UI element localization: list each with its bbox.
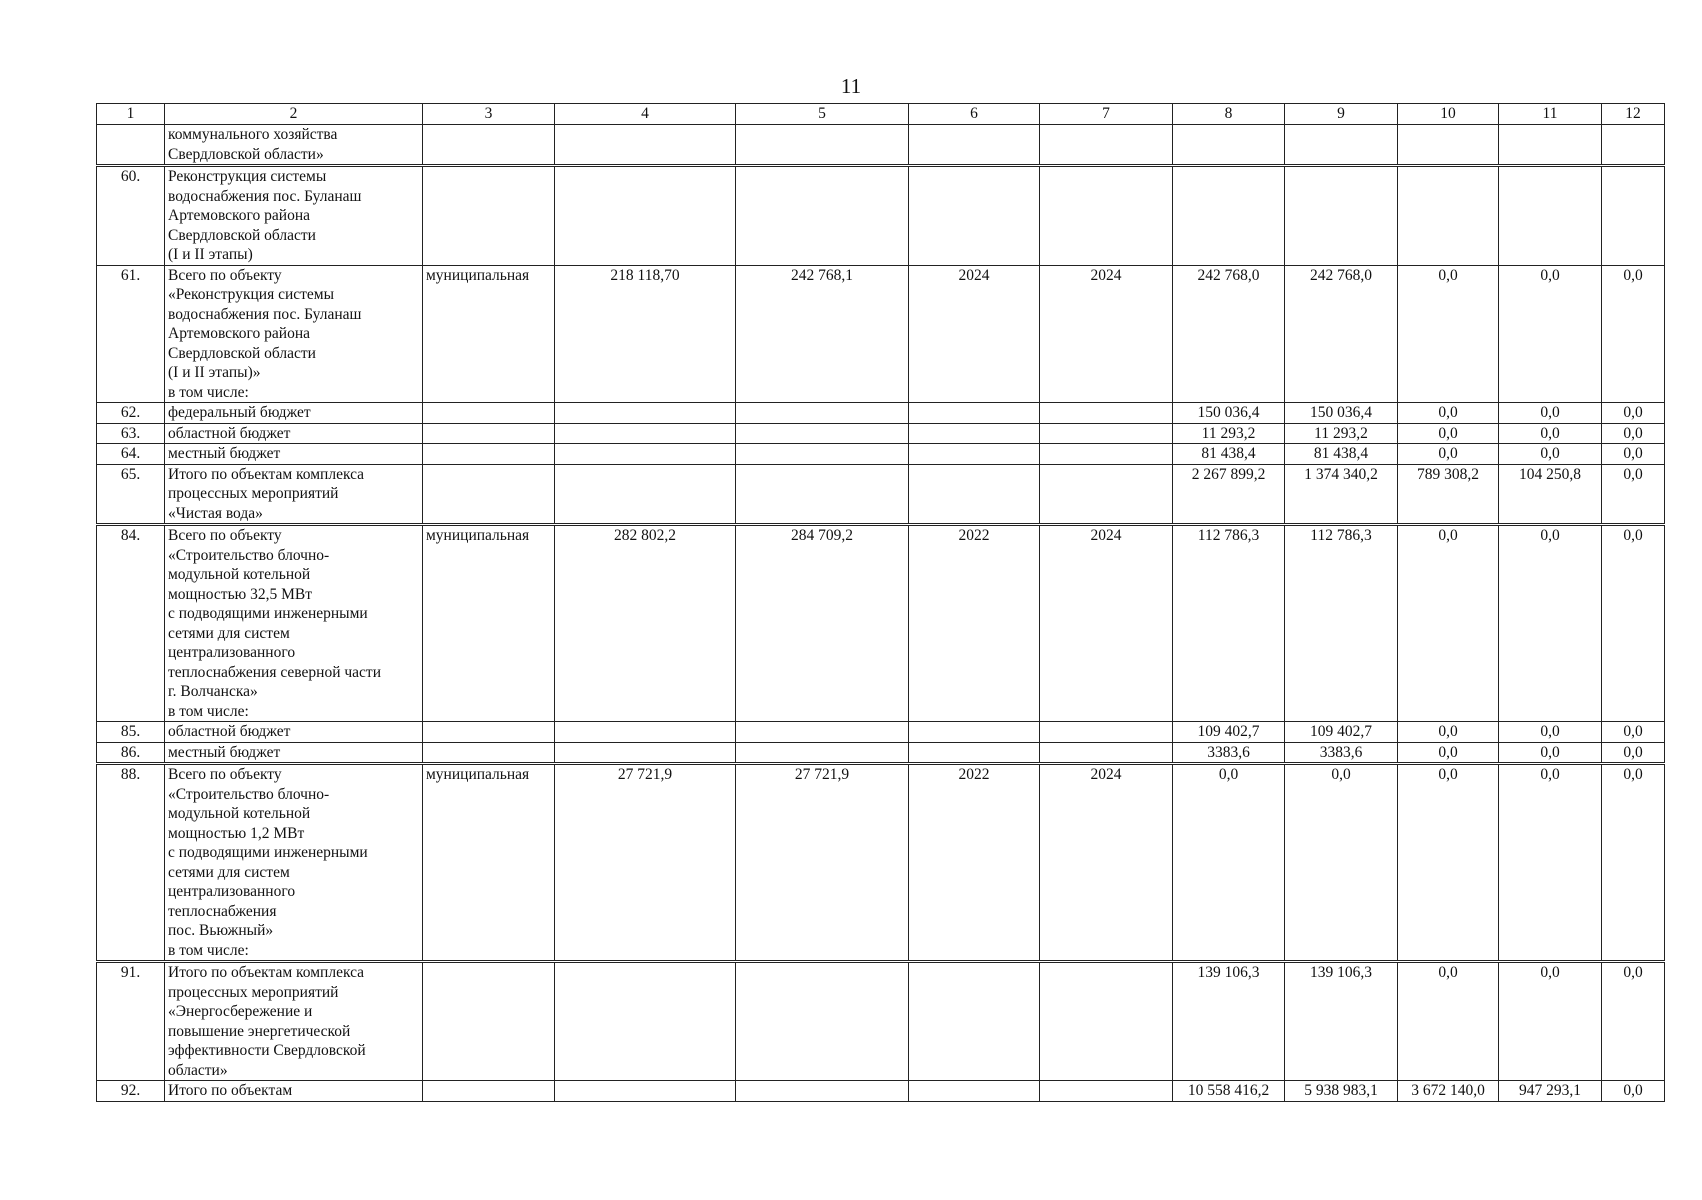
value-cell-c6: 2024 [909, 265, 1040, 403]
row-name: местный бюджет [165, 742, 423, 764]
value-cell-c11: 0,0 [1499, 444, 1602, 465]
value-cell-c12 [1602, 166, 1665, 266]
value-cell-c11 [1499, 125, 1602, 166]
value-cell-c4 [555, 722, 736, 743]
value-cell-c10: 0,0 [1398, 742, 1499, 764]
value-cell-c9: 139 106,3 [1285, 962, 1398, 1081]
ownership-cell [423, 125, 555, 166]
value-cell-c10: 0,0 [1398, 764, 1499, 962]
table-row [97, 125, 1665, 166]
value-cell-c6 [909, 166, 1040, 266]
row-number: 86. [97, 742, 165, 764]
value-cell-c11: 0,0 [1499, 764, 1602, 962]
ownership-cell [423, 423, 555, 444]
column-header: 3 [423, 104, 555, 125]
row-number: 60. [97, 166, 165, 266]
table-row [97, 265, 1665, 403]
value-cell-c5 [736, 1081, 909, 1102]
table-row [97, 722, 1665, 743]
value-cell-c4 [555, 464, 736, 525]
value-cell-c12: 0,0 [1602, 464, 1665, 525]
row-number: 64. [97, 444, 165, 465]
row-name: Всего по объекту «Строительство блочно- модульной котельной мощностью 32,5 МВт с подводящими инженерными сетями для систем централизованного теплоснабжения северной части г. Волчанска» в том числе: [165, 525, 423, 722]
value-cell-c6 [909, 464, 1040, 525]
value-cell-c7 [1040, 125, 1173, 166]
value-cell-c7 [1040, 722, 1173, 743]
row-number [97, 125, 165, 166]
column-header: 5 [736, 104, 909, 125]
value-cell-c10: 3 672 140,0 [1398, 1081, 1499, 1102]
value-cell-c9: 5 938 983,1 [1285, 1081, 1398, 1102]
value-cell-c4 [555, 742, 736, 764]
value-cell-c4 [555, 444, 736, 465]
value-cell-c8 [1173, 125, 1285, 166]
value-cell-c9: 3383,6 [1285, 742, 1398, 764]
value-cell-c4: 27 721,9 [555, 764, 736, 962]
investment-objects-table [96, 103, 1665, 1102]
ownership-cell [423, 1081, 555, 1102]
value-cell-c5 [736, 962, 909, 1081]
column-header: 8 [1173, 104, 1285, 125]
column-number-row [97, 104, 1665, 125]
value-cell-c12: 0,0 [1602, 525, 1665, 722]
value-cell-c5 [736, 444, 909, 465]
value-cell-c8: 11 293,2 [1173, 423, 1285, 444]
value-cell-c8: 139 106,3 [1173, 962, 1285, 1081]
value-cell-c9: 11 293,2 [1285, 423, 1398, 444]
value-cell-c9: 81 438,4 [1285, 444, 1398, 465]
value-cell-c8: 109 402,7 [1173, 722, 1285, 743]
row-name: областной бюджет [165, 722, 423, 743]
column-header: 10 [1398, 104, 1499, 125]
table-row [97, 423, 1665, 444]
row-name: местный бюджет [165, 444, 423, 465]
column-header: 2 [165, 104, 423, 125]
row-name: Итого по объектам [165, 1081, 423, 1102]
ownership-cell: муниципальная [423, 764, 555, 962]
value-cell-c11: 0,0 [1499, 265, 1602, 403]
value-cell-c6: 2022 [909, 525, 1040, 722]
value-cell-c5 [736, 166, 909, 266]
value-cell-c12: 0,0 [1602, 1081, 1665, 1102]
value-cell-c4 [555, 1081, 736, 1102]
value-cell-c10: 0,0 [1398, 722, 1499, 743]
value-cell-c7 [1040, 962, 1173, 1081]
table-body [97, 125, 1665, 1102]
value-cell-c11: 0,0 [1499, 423, 1602, 444]
value-cell-c5 [736, 742, 909, 764]
row-number: 65. [97, 464, 165, 525]
value-cell-c12: 0,0 [1602, 403, 1665, 424]
column-header: 1 [97, 104, 165, 125]
value-cell-c8: 242 768,0 [1173, 265, 1285, 403]
value-cell-c12: 0,0 [1602, 764, 1665, 962]
value-cell-c10 [1398, 125, 1499, 166]
value-cell-c12: 0,0 [1602, 265, 1665, 403]
value-cell-c4 [555, 962, 736, 1081]
value-cell-c12: 0,0 [1602, 722, 1665, 743]
value-cell-c4 [555, 125, 736, 166]
table-row [97, 1081, 1665, 1102]
row-name: Реконструкция системы водоснабжения пос. Буланаш Артемовского района Свердловской области (I и II этапы) [165, 166, 423, 266]
value-cell-c6 [909, 444, 1040, 465]
ownership-cell [423, 464, 555, 525]
value-cell-c10: 0,0 [1398, 525, 1499, 722]
value-cell-c11: 104 250,8 [1499, 464, 1602, 525]
value-cell-c9: 112 786,3 [1285, 525, 1398, 722]
value-cell-c8: 112 786,3 [1173, 525, 1285, 722]
value-cell-c9: 109 402,7 [1285, 722, 1398, 743]
table-row [97, 464, 1665, 525]
value-cell-c7 [1040, 1081, 1173, 1102]
table-row [97, 525, 1665, 722]
value-cell-c5 [736, 722, 909, 743]
value-cell-c6 [909, 1081, 1040, 1102]
value-cell-c9 [1285, 166, 1398, 266]
value-cell-c5: 284 709,2 [736, 525, 909, 722]
ownership-cell [423, 403, 555, 424]
column-header: 11 [1499, 104, 1602, 125]
column-header: 7 [1040, 104, 1173, 125]
column-header: 9 [1285, 104, 1398, 125]
value-cell-c7 [1040, 742, 1173, 764]
row-name: Итого по объектам комплекса процессных мероприятий «Чистая вода» [165, 464, 423, 525]
value-cell-c6 [909, 962, 1040, 1081]
table-row [97, 962, 1665, 1081]
row-name: областной бюджет [165, 423, 423, 444]
value-cell-c11: 0,0 [1499, 722, 1602, 743]
value-cell-c12: 0,0 [1602, 423, 1665, 444]
value-cell-c12: 0,0 [1602, 444, 1665, 465]
table-row [97, 742, 1665, 764]
value-cell-c9: 0,0 [1285, 764, 1398, 962]
value-cell-c12: 0,0 [1602, 742, 1665, 764]
value-cell-c10 [1398, 166, 1499, 266]
value-cell-c11 [1499, 166, 1602, 266]
value-cell-c6 [909, 423, 1040, 444]
value-cell-c12 [1602, 125, 1665, 166]
value-cell-c9: 242 768,0 [1285, 265, 1398, 403]
value-cell-c6 [909, 722, 1040, 743]
value-cell-c8: 2 267 899,2 [1173, 464, 1285, 525]
value-cell-c8: 0,0 [1173, 764, 1285, 962]
value-cell-c4 [555, 423, 736, 444]
value-cell-c8: 150 036,4 [1173, 403, 1285, 424]
value-cell-c10: 0,0 [1398, 403, 1499, 424]
value-cell-c11: 0,0 [1499, 525, 1602, 722]
value-cell-c7: 2024 [1040, 525, 1173, 722]
value-cell-c7 [1040, 444, 1173, 465]
row-number: 91. [97, 962, 165, 1081]
row-name: Итого по объектам комплекса процессных мероприятий «Энергосбережение и повышение энергетической эффективности Свердловской области» [165, 962, 423, 1081]
row-number: 88. [97, 764, 165, 962]
value-cell-c6 [909, 403, 1040, 424]
row-number: 63. [97, 423, 165, 444]
value-cell-c11: 947 293,1 [1499, 1081, 1602, 1102]
value-cell-c4: 282 802,2 [555, 525, 736, 722]
value-cell-c10: 0,0 [1398, 423, 1499, 444]
row-number: 84. [97, 525, 165, 722]
value-cell-c7 [1040, 403, 1173, 424]
ownership-cell: муниципальная [423, 525, 555, 722]
value-cell-c8: 81 438,4 [1173, 444, 1285, 465]
value-cell-c12: 0,0 [1602, 962, 1665, 1081]
table-row [97, 403, 1665, 424]
row-name: Всего по объекту «Реконструкция системы водоснабжения пос. Буланаш Артемовского района Свердловской области (I и II этапы)» в том числе: [165, 265, 423, 403]
value-cell-c10: 789 308,2 [1398, 464, 1499, 525]
value-cell-c6 [909, 742, 1040, 764]
table-row [97, 444, 1665, 465]
value-cell-c11: 0,0 [1499, 403, 1602, 424]
value-cell-c5: 242 768,1 [736, 265, 909, 403]
value-cell-c5 [736, 403, 909, 424]
ownership-cell [423, 742, 555, 764]
value-cell-c6 [909, 125, 1040, 166]
table-row [97, 166, 1665, 266]
value-cell-c10: 0,0 [1398, 444, 1499, 465]
value-cell-c7 [1040, 423, 1173, 444]
value-cell-c5 [736, 125, 909, 166]
column-header: 6 [909, 104, 1040, 125]
value-cell-c4: 218 118,70 [555, 265, 736, 403]
value-cell-c9 [1285, 125, 1398, 166]
column-header: 12 [1602, 104, 1665, 125]
value-cell-c5: 27 721,9 [736, 764, 909, 962]
value-cell-c6: 2022 [909, 764, 1040, 962]
value-cell-c10: 0,0 [1398, 265, 1499, 403]
ownership-cell: муниципальная [423, 265, 555, 403]
value-cell-c5 [736, 464, 909, 525]
row-number: 92. [97, 1081, 165, 1102]
value-cell-c10: 0,0 [1398, 962, 1499, 1081]
row-number: 61. [97, 265, 165, 403]
table-row [97, 764, 1665, 962]
value-cell-c4 [555, 166, 736, 266]
page-number: 11 [840, 74, 862, 98]
column-header: 4 [555, 104, 736, 125]
value-cell-c11: 0,0 [1499, 962, 1602, 1081]
value-cell-c9: 1 374 340,2 [1285, 464, 1398, 525]
value-cell-c8: 3383,6 [1173, 742, 1285, 764]
row-name: федеральный бюджет [165, 403, 423, 424]
value-cell-c8: 10 558 416,2 [1173, 1081, 1285, 1102]
value-cell-c7 [1040, 166, 1173, 266]
value-cell-c7 [1040, 464, 1173, 525]
ownership-cell [423, 722, 555, 743]
value-cell-c5 [736, 423, 909, 444]
value-cell-c11: 0,0 [1499, 742, 1602, 764]
row-name: коммунального хозяйства Свердловской области» [165, 125, 423, 166]
value-cell-c4 [555, 403, 736, 424]
value-cell-c8 [1173, 166, 1285, 266]
row-number: 85. [97, 722, 165, 743]
ownership-cell [423, 962, 555, 1081]
ownership-cell [423, 166, 555, 266]
value-cell-c9: 150 036,4 [1285, 403, 1398, 424]
row-name: Всего по объекту «Строительство блочно- модульной котельной мощностью 1,2 МВт с подводящими инженерными сетями для систем централизованного теплоснабжения пос. Вьюжный» в том числе: [165, 764, 423, 962]
value-cell-c7: 2024 [1040, 265, 1173, 403]
value-cell-c7: 2024 [1040, 764, 1173, 962]
ownership-cell [423, 444, 555, 465]
row-number: 62. [97, 403, 165, 424]
